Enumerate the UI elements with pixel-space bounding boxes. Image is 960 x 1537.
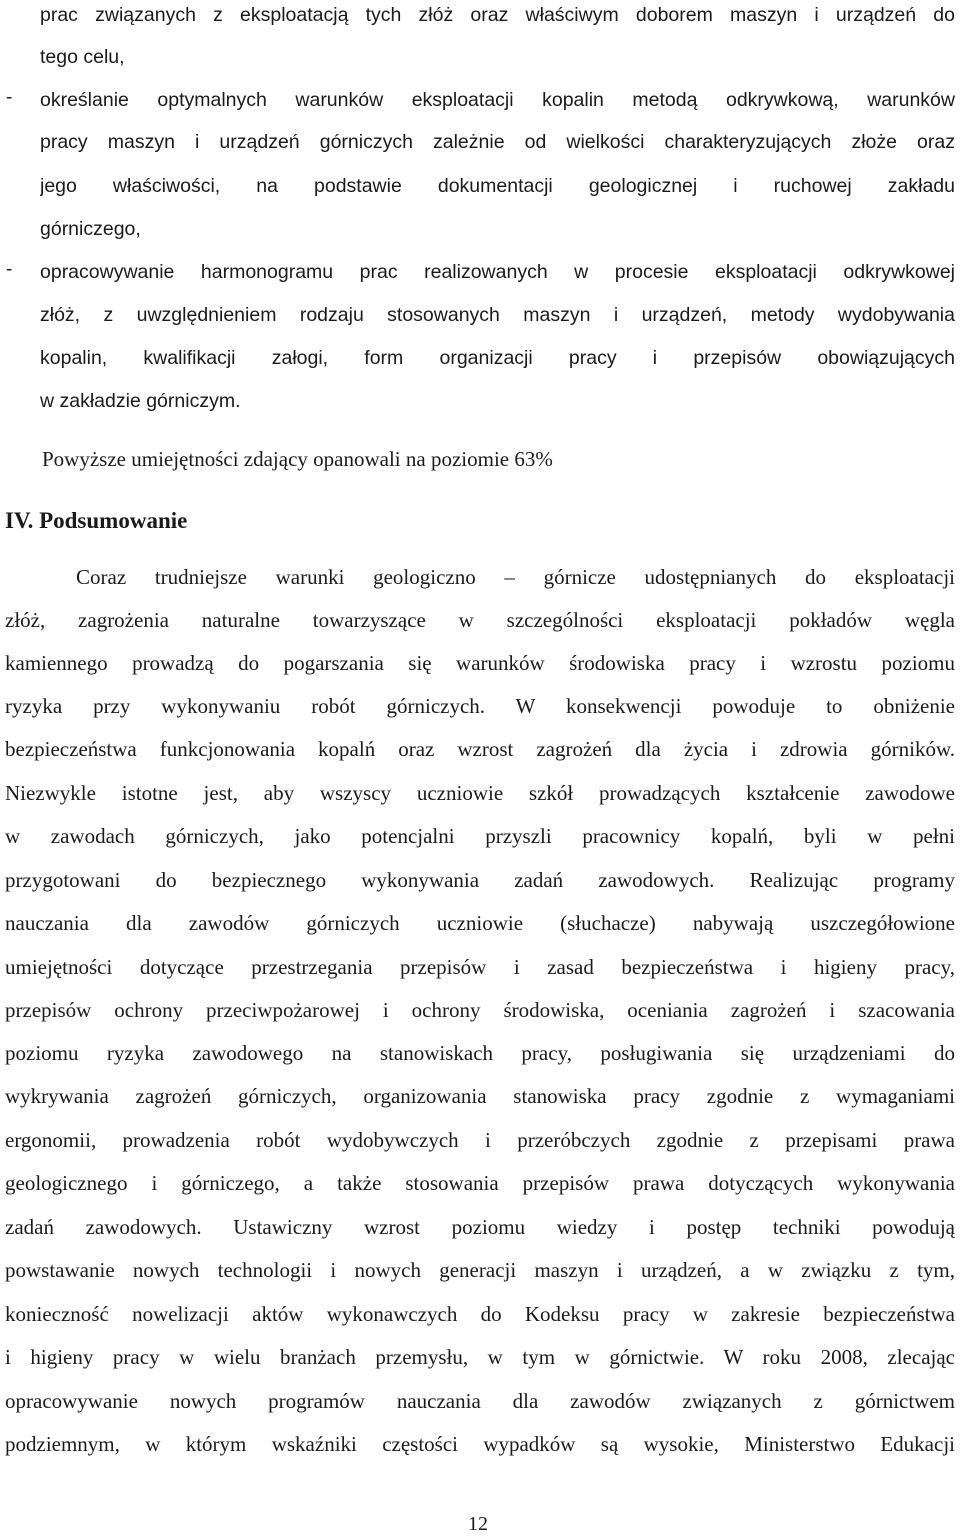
paragraph-line-2: złóż, zagrożenia naturalne towarzyszące w szczególności eksploatacji pokładów węgla — [5, 608, 955, 632]
paragraph-line-20: opracowywanie nowych programów nauczania dla zawodów związanych z górnictwem — [5, 1389, 955, 1413]
bullet-2-line-1: opracowywanie harmonogramu prac realizowanych w procesie eksploatacji odkrywkowej — [40, 261, 955, 283]
paragraph-line-5: bezpieczeństwa funkcjonowania kopalń oraz wzrost zagrożeń dla życia i zdrowia górników. — [5, 737, 955, 761]
paragraph-line-16: zadań zawodowych. Ustawiczny wzrost poziomu wiedzy i postęp techniki powodują — [5, 1215, 955, 1239]
paragraph-line-10: umiejętności dotyczące przestrzegania przepisów i zasad bezpieczeństwa i higieny pracy, — [5, 955, 955, 979]
paragraph-line-13: wykrywania zagrożeń górniczych, organizowania stanowiska pracy zgodnie z wymaganiami — [5, 1084, 955, 1108]
paragraph-line-3: kamiennego prowadzą do pogarszania się warunków środowiska pracy i wzrostu poziomu — [5, 651, 955, 675]
section-heading: IV. Podsumowanie — [5, 508, 188, 533]
paragraph-line-4: ryzyka przy wykonywaniu robót górniczych. W konsekwencji powoduje to obniżenie — [5, 694, 955, 718]
bullet-marker-2: - — [6, 259, 13, 280]
paragraph-line-19: i higieny pracy w wielu branżach przemysłu, w tym w górnictwie. W roku 2008, zlecając — [5, 1345, 955, 1369]
paragraph-line-1: Coraz trudniejsze warunki geologiczno – górnicze udostępnianych do eksploatacji — [76, 565, 955, 589]
bullet-1-line-2: pracy maszyn i urządzeń górniczych zależnie od wielkości charakteryzujących złoże oraz — [40, 131, 955, 153]
bullet-2-line-3: kopalin, kwalifikacji załogi, form organizacji pracy i przepisów obowiązujących — [40, 347, 955, 369]
summary-line: Powyższe umiejętności zdający opanowali na poziomie 63% — [42, 447, 553, 471]
paragraph-line-17: powstawanie nowych technologii i nowych generacji maszyn i urządzeń, a w związku z tym, — [5, 1258, 955, 1282]
page-number: 12 — [468, 1513, 488, 1535]
paragraph-line-14: ergonomii, prowadzenia robót wydobywczych i przeróbczych zgodnie z przepisami prawa — [5, 1128, 955, 1152]
paragraph-line-9: nauczania dla zawodów górniczych uczniowie (słuchacze) nabywają uszczegółowione — [5, 911, 955, 935]
paragraph-line-15: geologicznego i górniczego, a także stosowania przepisów prawa dotyczących wykonywania — [5, 1171, 955, 1195]
bullet-1-line-1: określanie optymalnych warunków eksploatacji kopalin metodą odkrywkową, warunków — [40, 89, 955, 111]
bullet-1-line-4: górniczego, — [40, 218, 141, 240]
paragraph-line-12: poziomu ryzyka zawodowego na stanowiskach pracy, posługiwania się urządzeniami do — [5, 1041, 955, 1065]
bullet-2-line-2: złóż, z uwzględnieniem rodzaju stosowanych maszyn i urządzeń, metody wydobywania — [40, 304, 955, 326]
bullet-marker-1: - — [6, 87, 13, 108]
paragraph-line-21: podziemnym, w którym wskaźniki częstości wypadków są wysokie, Ministerstwo Edukacji — [5, 1432, 955, 1456]
bullet-1-line-3: jego właściwości, na podstawie dokumentacji geologicznej i ruchowej zakładu — [40, 175, 955, 197]
paragraph-line-7: w zawodach górniczych, jako potencjalni przyszli pracownicy kopalń, byli w pełni — [5, 824, 955, 848]
intro-line-2: tego celu, — [40, 46, 125, 68]
intro-line-1: prac związanych z eksploatacją tych złóż oraz właściwym doborem maszyn i urządzeń do — [40, 4, 955, 26]
paragraph-line-6: Niezwykle istotne jest, aby wszyscy uczniowie szkół prowadzących kształcenie zawodowe — [5, 781, 955, 805]
paragraph-line-8: przygotowani do bezpiecznego wykonywania zadań zawodowych. Realizując programy — [5, 868, 955, 892]
paragraph-line-18: konieczność nowelizacji aktów wykonawczych do Kodeksu pracy w zakresie bezpieczeństwa — [5, 1302, 955, 1326]
paragraph-line-11: przepisów ochrony przeciwpożarowej i ochrony środowiska, oceniania zagrożeń i szacowania — [5, 998, 955, 1022]
bullet-2-line-4: w zakładzie górniczym. — [40, 390, 241, 412]
